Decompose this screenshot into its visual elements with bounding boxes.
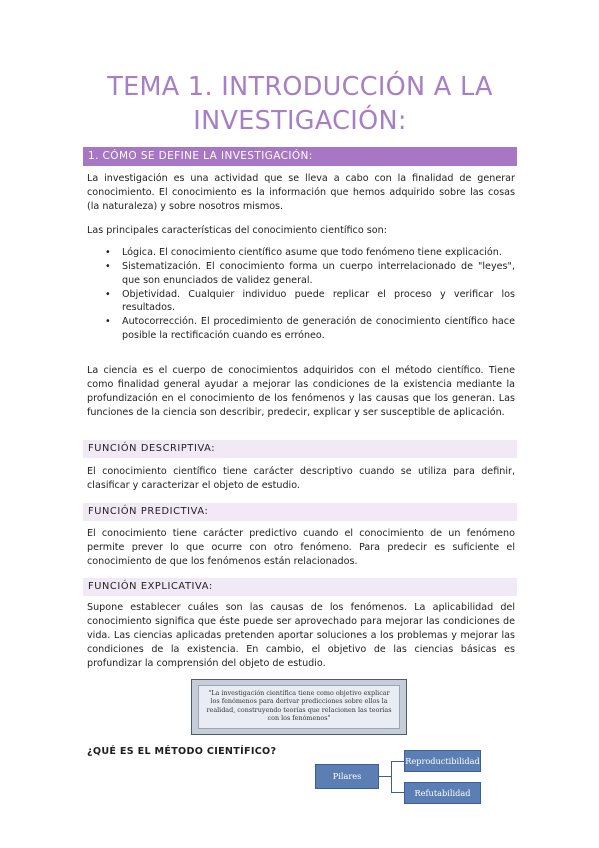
- bullet-glyph: •: [105, 288, 111, 300]
- section-heading: 1. CÓMO SE DEFINE LA INVESTIGACIÓN:: [83, 147, 517, 166]
- descriptive-paragraph: El conocimiento científico tiene carácter descriptivo cuando se utiliza para definir, clasificar y caracterizar el objeto de estudio.: [87, 466, 515, 491]
- page-title: [60, 70, 540, 138]
- list-item: • Autocorrección. El procedimiento de generación de conocimiento científico hace posible la rectificación cuando es erróneo.: [105, 316, 515, 341]
- diagram-child-box: Refutabilidad: [404, 782, 481, 804]
- list-item: • Lógica. El conocimiento científico asume que todo fenómeno tiene explicación.: [105, 247, 502, 258]
- title-line-1: TEMA 1. INTRODUCCIÓN A LA: [107, 72, 493, 102]
- method-question: ¿QUÉ ES EL MÉTODO CIENTÍFICO?: [87, 746, 277, 757]
- diagram-child-box: Reproductibilidad: [404, 750, 481, 772]
- features-list: [105, 246, 515, 343]
- explicative-paragraph: Supone establecer cuáles son las causas de los fenómenos. La aplicabilidad del conocimiento significa que éste puede ser aprovechado para mejorar las condiciones de vida. Las ciencias aplicadas pretenden aportar soluciones a los problemas y mejorar las condiciones de la existencia. En cambio, el objetivo de las ciencias básicas es profundizar la comprensión del objeto de estudio.: [87, 602, 515, 669]
- intro-paragraph: La investigación es una actividad que se lleva a cabo con la finalidad de generar conocimiento. El conocimiento es la información que hemos adquirido sobre las cosas (la naturaleza) y sobre nosotros mismos.: [87, 173, 515, 212]
- predictive-paragraph: El conocimiento tiene carácter predictivo cuando el conocimiento de un fenómeno permite prever lo que ocurre con otro fenómeno. Para predecir es suficiente el conocimiento de que los fenómenos están relacionados.: [87, 528, 515, 567]
- bullet-glyph: •: [105, 261, 111, 272]
- features-intro: Las principales características del conocimiento científico son:: [87, 225, 387, 236]
- title-line-2: INVESTIGACIÓN:: [193, 106, 407, 136]
- diagram-connector: [391, 761, 404, 793]
- list-item: • Sistematización. El conocimiento forma un cuerpo interrelacionado de "leyes", que son enunciados de validez general.: [105, 261, 515, 286]
- bullet-glyph: •: [105, 247, 111, 258]
- quote-text: "La investigación científica tiene como objetivo explicar los fenómenos para derivar predicciones sobre ellos la realidad, construyendo teorías que relacionen las teorías con los fenómenos": [198, 685, 400, 729]
- quote-image: [191, 679, 407, 735]
- science-paragraph: La ciencia es el cuerpo de conocimientos adquiridos con el método científico. Tiene como finalidad general ayudar a mejorar las condiciones de la existencia mediante la profundización en el conocimiento de los fenómenos y las causas que los generan. Las funciones de la ciencia son describir, predecir, explicar y ser susceptible de aplicación.: [87, 365, 515, 418]
- bullet-glyph: •: [105, 316, 111, 327]
- diagram-root-box: Pilares: [315, 764, 379, 789]
- descriptive-heading: FUNCIÓN DESCRIPTIVA:: [83, 440, 517, 458]
- explicative-heading: FUNCIÓN EXPLICATIVA:: [83, 578, 517, 596]
- predictive-heading: FUNCIÓN PREDICTIVA:: [83, 503, 517, 521]
- list-item: • Objetividad. Cualquier individuo puede replicar el proceso y verificar los resultados.: [105, 288, 515, 313]
- diagram-connector-stem: [379, 776, 391, 777]
